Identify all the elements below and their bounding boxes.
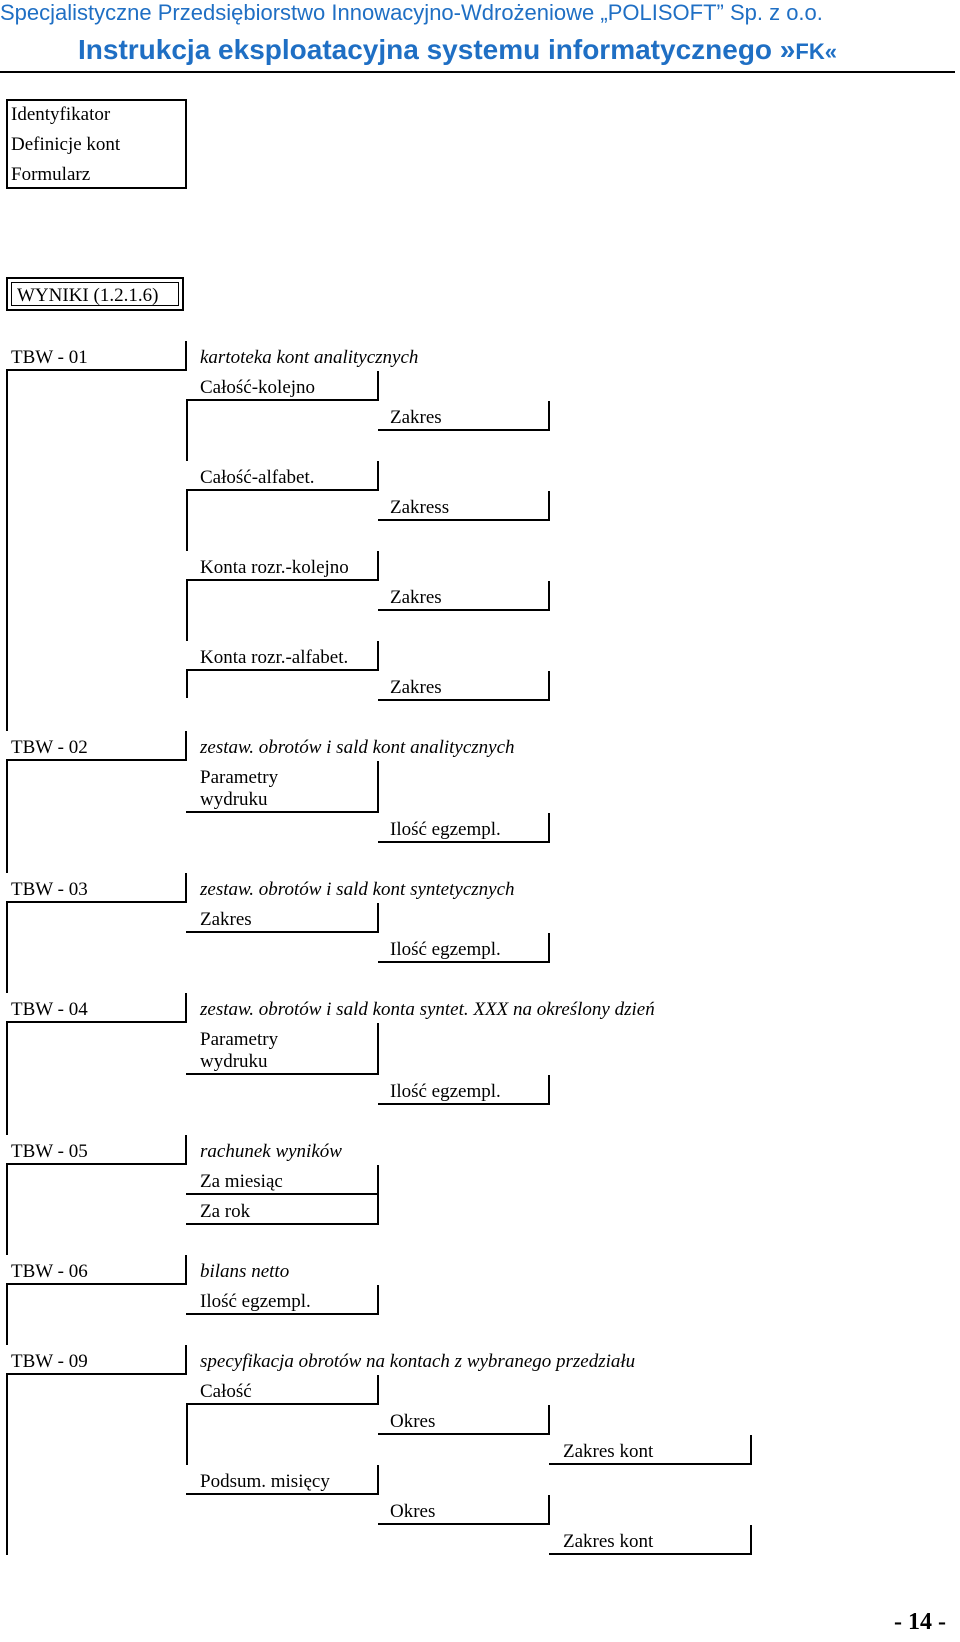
code-tbw06[interactable]: TBW - 06 [11,1261,88,1282]
opt-za-miesiac[interactable]: Za miesiąc [200,1171,283,1192]
header-rule [0,71,955,73]
sub-zakres-4[interactable]: Zakres [390,677,442,698]
document-title [78,34,837,66]
sub-ilosc-tbw04[interactable]: Ilość egzempl. [390,1081,501,1102]
opt-calosc-alfabet[interactable]: Całość-alfabet. [200,467,315,488]
code-tbw01[interactable]: TBW - 01 [11,347,88,368]
desc-tbw04: zestaw. obrotów i sald konta syntet. XXX na określony dzień [200,999,655,1020]
desc-tbw09: specyfikacja obrotów na kontach z wybranego przedziału [200,1351,636,1372]
sub-okres-1[interactable]: Okres [390,1411,436,1432]
opt-parametry-tbw04-line1[interactable]: Parametry [200,1029,279,1050]
opt-podsum-miesiecy[interactable]: Podsum. misięcy [200,1471,330,1492]
opt-calosc-kolejno[interactable]: Całość-kolejno [200,377,316,398]
sub-ilosc-tbw03[interactable]: Ilość egzempl. [390,939,501,960]
desc-tbw03: zestaw. obrotów i sald kont syntetycznych [200,879,515,900]
desc-tbw05: rachunek wyników [200,1141,342,1162]
opt-ilosc-tbw06[interactable]: Ilość egzempl. [200,1291,311,1312]
company-header: Specjalistyczne Przedsiębiorstwo Innowacyjno-Wdrożeniowe „POLISOFT” Sp. z o.o. [0,0,823,25]
desc-tbw01: kartoteka kont analitycznych [200,347,419,368]
page-number: - 14 - [894,1609,946,1635]
code-tbw04[interactable]: TBW - 04 [11,999,88,1020]
opt-calosc[interactable]: Całość [200,1381,252,1402]
document-title-text: Instrukcja eksploatacyjna systemu informatycznego » [78,34,796,65]
opt-parametry-tbw02-line1[interactable]: Parametry [200,767,279,788]
sub-zakres-kont-1[interactable]: Zakres kont [563,1441,654,1462]
opt-za-rok[interactable]: Za rok [200,1201,251,1222]
sub-zakres-3[interactable]: Zakres [390,587,442,608]
opt-konta-rozr-alfabet[interactable]: Konta rozr.-alfabet. [200,647,349,668]
opt-zakres-tbw03[interactable]: Zakres [200,909,252,930]
section-title: WYNIKI (1.2.1.6) [17,285,159,306]
sub-zakress[interactable]: Zakress [390,497,450,518]
sub-zakres-1[interactable]: Zakres [390,407,442,428]
desc-tbw06: bilans netto [200,1261,290,1282]
sub-ilosc-tbw02[interactable]: Ilość egzempl. [390,819,501,840]
menu-item-identyfikator[interactable]: Identyfikator [11,104,111,125]
desc-tbw02: zestaw. obrotów i sald kont analitycznych [200,737,515,758]
code-tbw03[interactable]: TBW - 03 [11,879,88,900]
sub-okres-2[interactable]: Okres [390,1501,436,1522]
document-title-suffix: FK« [795,39,837,64]
menu-item-formularz[interactable]: Formularz [11,164,91,185]
code-tbw02[interactable]: TBW - 02 [11,737,88,758]
code-tbw09[interactable]: TBW - 09 [11,1351,88,1372]
opt-konta-rozr-kolejno[interactable]: Konta rozr.-kolejno [200,557,349,578]
opt-parametry-tbw02-line2[interactable]: wydruku [200,789,268,810]
menu-item-definicje-kont[interactable]: Definicje kont [11,134,121,155]
code-tbw05[interactable]: TBW - 05 [11,1141,88,1162]
opt-parametry-tbw04-line2[interactable]: wydruku [200,1051,268,1072]
sub-zakres-kont-2[interactable]: Zakres kont [563,1531,654,1552]
